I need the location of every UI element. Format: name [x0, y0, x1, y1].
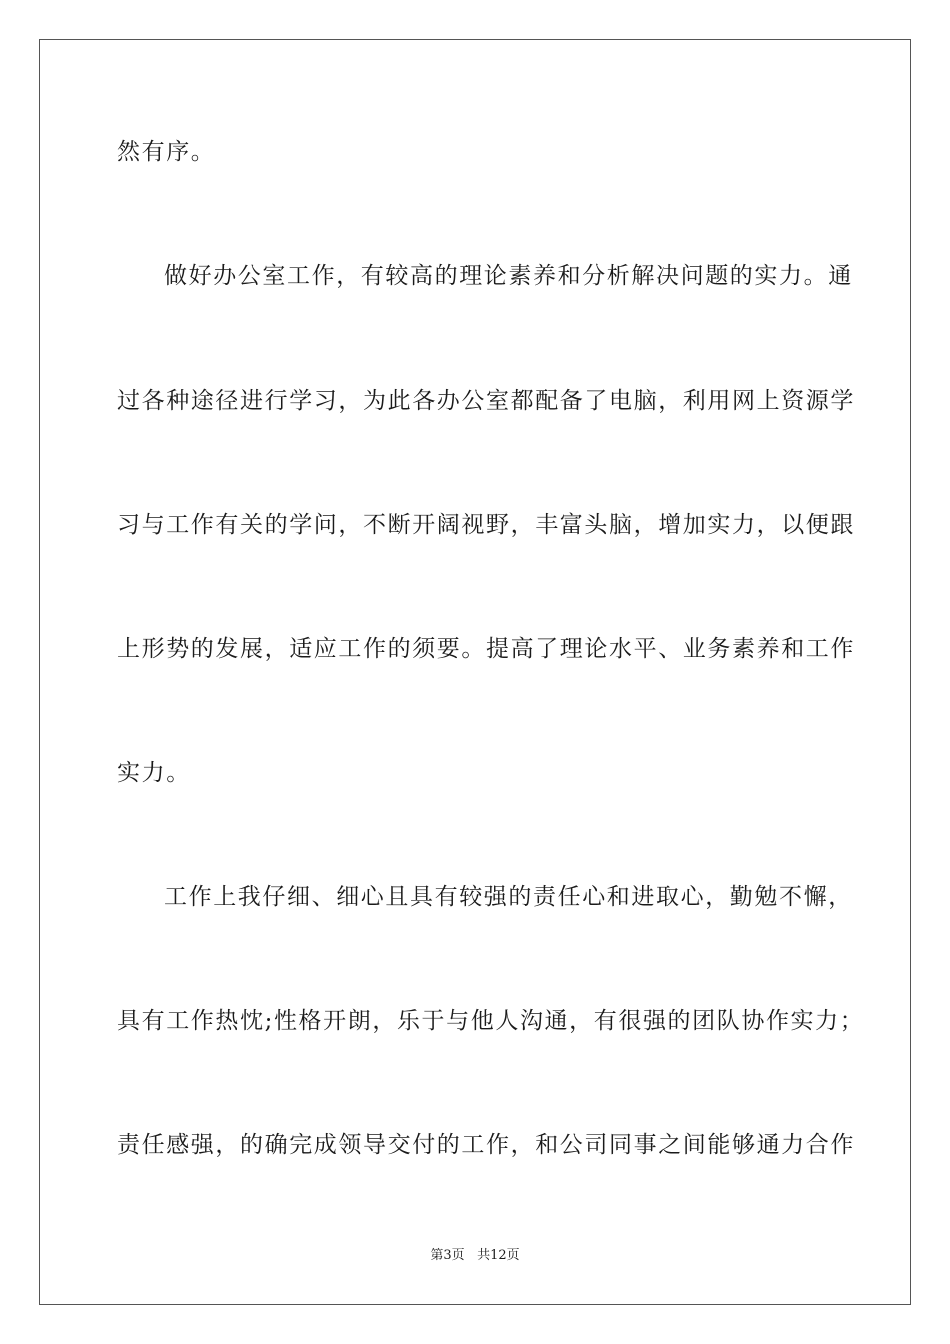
page-frame	[39, 39, 911, 1305]
page-total: 共12页	[477, 1248, 520, 1263]
body-line: 过各种途径进行学习，为此各办公室都配备了电脑，利用网上资源学	[117, 388, 855, 414]
body-line: 做好办公室工作，有较高的理论素养和分析解决问题的实力。通	[164, 263, 853, 289]
body-line: 具有工作热忱;性格开朗，乐于与他人沟通，有很强的团队协作实力；	[117, 1008, 865, 1034]
body-line: 实力。	[117, 760, 191, 786]
page-footer	[0, 1247, 950, 1265]
body-line: 责任感强，的确完成领导交付的工作，和公司同事之间能够通力合作	[117, 1132, 855, 1158]
body-line: 习与工作有关的学问，不断开阔视野，丰富头脑，增加实力，以便跟	[117, 512, 855, 538]
body-line: 工作上我仔细、细心且具有较强的责任心和进取心，勤勉不懈，	[164, 884, 853, 910]
body-line: 上形势的发展，适应工作的须要。提高了理论水平、业务素养和工作	[117, 636, 855, 662]
body-line: 然有序。	[117, 139, 216, 165]
page-number: 第3页	[430, 1248, 465, 1263]
